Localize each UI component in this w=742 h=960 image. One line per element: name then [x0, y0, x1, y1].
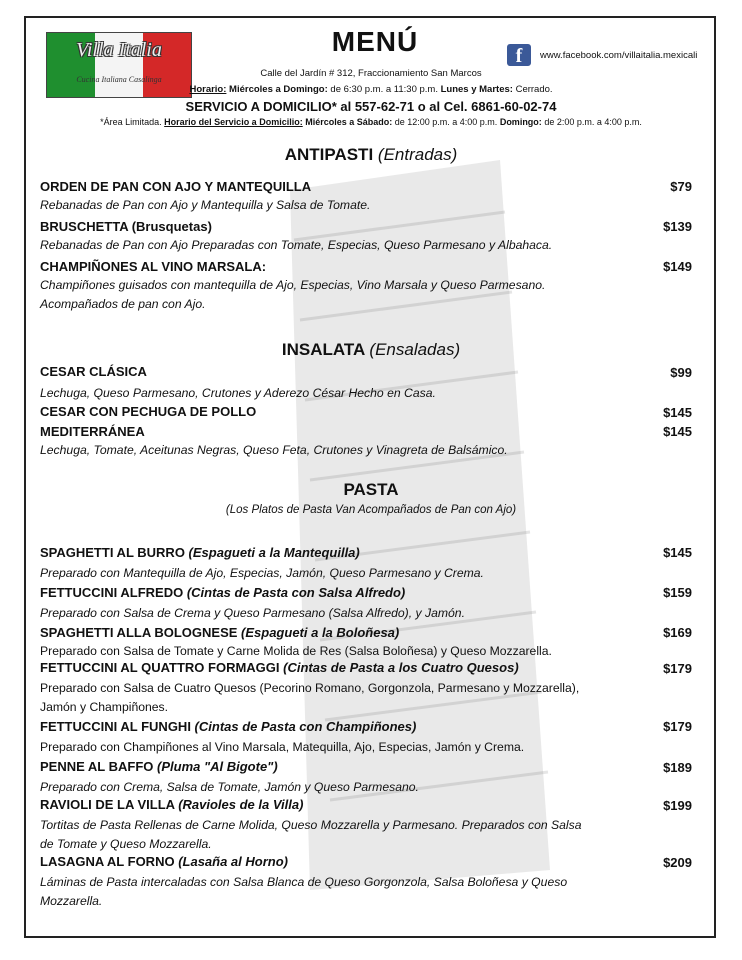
address: Calle del Jardín # 312, Fraccionamiento San Marcos [260, 68, 482, 79]
item-description: Preparado con Salsa de Cuatro Quesos (Pecorino Romano, Gorgonzola, Parmesano y Mozzarella), [40, 681, 580, 695]
item-description: Preparado con Salsa de Tomate y Carne Molida de Res (Salsa Boloñesa) y Queso Mozzarella. [40, 644, 552, 658]
section-pasta: PASTA [343, 480, 399, 499]
item-description: Acompañados de pan con Ajo. [40, 297, 206, 311]
item-description: Rebanadas de Pan con Ajo Preparadas con Tomate, Especias, Queso Parmesano y Albahaca. [40, 238, 553, 252]
item-price: $79 [670, 179, 692, 194]
item-name: FETTUCCINI ALFREDO (Cintas de Pasta con Salsa Alfredo) [40, 585, 406, 600]
facebook-icon: f [507, 44, 531, 66]
item-price: $99 [670, 365, 692, 380]
facebook-url: www.facebook.com/villaitalia.mexicali [540, 50, 698, 61]
item-description: Preparado con Crema, Salsa de Tomate, Jamón y Queso Parmesano. [40, 780, 419, 794]
item-description: Jamón y Champiñones. [40, 700, 169, 714]
item-description: Láminas de Pasta intercaladas con Salsa Blanca de Queso Gorgonzola, Salsa Boloñesa y Queso [40, 875, 568, 889]
item-price: $145 [663, 424, 692, 439]
item-name: FETTUCCINI AL FUNGHI (Cintas de Pasta con Champiñones) [40, 719, 417, 734]
item-name: SPAGHETTI AL BURRO (Espagueti a la Mantequilla) [40, 545, 360, 560]
opening-hours: Horario: Miércoles a Domingo: de 6:30 p.m. a 11:30 p.m. Lunes y Martes: Cerrado. [189, 84, 553, 95]
item-price: $149 [663, 259, 692, 274]
item-name: CESAR CLÁSICA [40, 364, 147, 379]
item-name: CESAR CON PECHUGA DE POLLO [40, 404, 257, 419]
item-name: FETTUCCINI AL QUATTRO FORMAGGI (Cintas de Pasta a los Cuatro Quesos) [40, 660, 519, 675]
item-price: $179 [663, 661, 692, 676]
logo-name: Villa Italia [76, 39, 162, 61]
pasta-note: (Los Platos de Pasta Van Acompañados de Pan con Ajo) [225, 504, 517, 516]
item-name: RAVIOLI DE LA VILLA (Ravioles de la Villa) [40, 797, 304, 812]
item-description: Lechuga, Queso Parmesano, Crutones y Aderezo César Hecho en Casa. [40, 386, 436, 400]
item-price: $209 [663, 855, 692, 870]
item-description: Lechuga, Tomate, Aceitunas Negras, Queso Feta, Crutones y Vinagreta de Balsámico. [40, 443, 508, 457]
item-name: BRUSCHETTA (Brusquetas) [40, 219, 212, 234]
item-description: Preparado con Salsa de Crema y Queso Parmesano (Salsa Alfredo), y Jamón. [40, 606, 465, 620]
item-name: LASAGNA AL FORNO (Lasaña al Horno) [40, 854, 288, 869]
logo-subtitle: Cucina Italiana Casalinga [76, 75, 162, 84]
item-price: $159 [663, 585, 692, 600]
item-description: Preparado con Mantequilla de Ajo, Especias, Jamón, Queso Parmesano y Crema. [40, 566, 484, 580]
item-name: CHAMPIÑONES AL VINO MARSALA: [40, 259, 267, 274]
item-description: Champiñones guisados con mantequilla de Ajo, Especias, Vino Marsala y Queso Parmesano. [40, 278, 546, 292]
item-description: Mozzarella. [40, 894, 103, 908]
item-description: Rebanadas de Pan con Ajo y Mantequilla y Salsa de Tomate. [40, 198, 371, 212]
section-insalata: INSALATA (Ensaladas) [281, 340, 461, 359]
item-description: Preparado con Champiñones al Vino Marsala, Matequilla, Ajo, Especias, Jamón y Crema. [40, 740, 525, 754]
item-name: SPAGHETTI ALLA BOLOGNESE (Espagueti a la Boloñesa) [40, 625, 400, 640]
delivery-phone: SERVICIO A DOMICILIO* al 557-62-71 o al Cel. 6861-60-02-74 [185, 99, 557, 114]
item-price: $179 [663, 719, 692, 734]
item-price: $199 [663, 798, 692, 813]
item-name: MEDITERRÁNEA [40, 424, 145, 439]
item-description: de Tomate y Queso Mozzarella. [40, 837, 212, 851]
item-price: $145 [663, 545, 692, 560]
item-name: ORDEN DE PAN CON AJO Y MANTEQUILLA [40, 179, 312, 194]
menu-title: MENÚ [331, 26, 419, 57]
item-name: PENNE AL BAFFO (Pluma "Al Bigote") [40, 759, 278, 774]
section-antipasti: ANTIPASTI (Entradas) [284, 145, 458, 164]
item-price: $139 [663, 219, 692, 234]
delivery-hours: *Área Limitada. Horario del Servicio a Domicilio: Miércoles a Sábado: de 12:00 p.m. a 4:00 p.m. Domingo: de 2:00 p.m. a 4:00 p.m. [100, 117, 642, 127]
item-price: $189 [663, 760, 692, 775]
item-description: Tortitas de Pasta Rellenas de Carne Molida, Queso Mozzarella y Parmesano. Preparados con Salsa [40, 818, 582, 832]
item-price: $145 [663, 405, 692, 420]
item-price: $169 [663, 625, 692, 640]
